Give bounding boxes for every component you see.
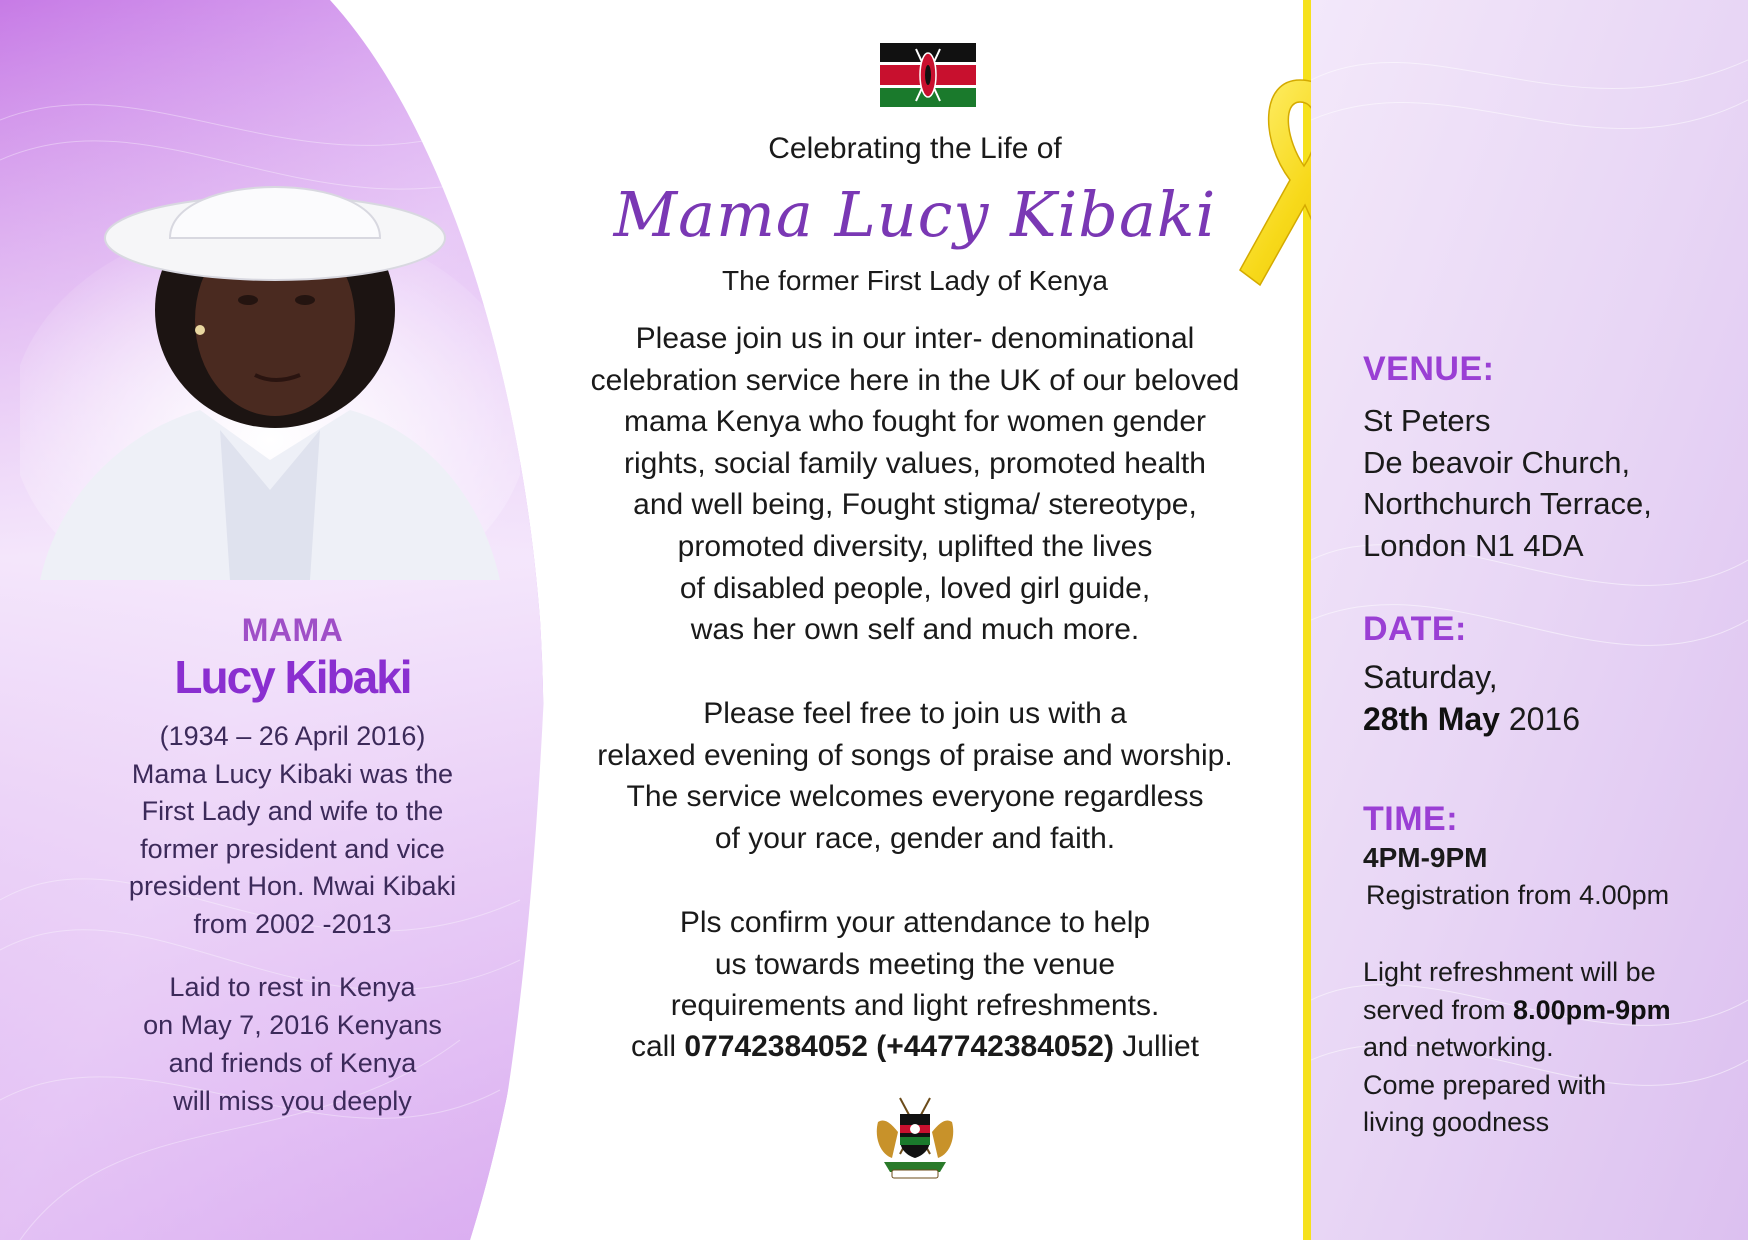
kenya-flag-icon <box>880 43 976 107</box>
rest-line: on May 7, 2016 Kenyans <box>143 1010 442 1040</box>
venue-heading: VENUE: <box>1363 350 1495 388</box>
refresh-prefix: served from <box>1363 994 1514 1025</box>
evening-line: Please feel free to join us with a <box>703 697 1127 730</box>
lucy-kibaki-name: Lucy Kibaki <box>174 651 411 703</box>
date-day: Saturday, <box>1363 659 1498 695</box>
invite-line: was her own self and much more. <box>690 613 1140 647</box>
kenya-coat-of-arms-icon <box>870 1092 960 1182</box>
venue-line: London N1 4DA <box>1363 527 1584 563</box>
call-prefix: call <box>631 1030 685 1063</box>
bio-text <box>100 718 485 943</box>
date-heading: DATE: <box>1363 610 1467 648</box>
invite-line: celebration service here in the UK of our beloved <box>590 363 1240 397</box>
evening-line: relaxed evening of songs of praise and worship. <box>597 738 1233 772</box>
celebrating-heading: Celebrating the Life of <box>768 132 1062 165</box>
call-contact-line <box>560 1030 1270 1064</box>
date-full <box>1363 698 1580 740</box>
laid-to-rest-text <box>100 968 485 1120</box>
evening-line: The service welcomes everyone regardless <box>626 780 1204 814</box>
time-heading: TIME: <box>1363 800 1459 838</box>
bio-line: from 2002 -2013 <box>193 908 392 939</box>
former-first-lady-subtitle: The former First Lady of Kenya <box>722 265 1108 296</box>
script-name-title: Mama Lucy Kibaki <box>613 178 1217 251</box>
bio-line: (1934 – 26 April 2016) <box>159 721 426 751</box>
venue-line: De beavoir Church, <box>1363 444 1631 480</box>
date-bold: 28th May <box>1363 701 1500 737</box>
refreshment-info <box>1363 954 1671 1142</box>
invite-paragraph <box>560 318 1270 651</box>
confirm-line: us towards meeting the venue <box>714 947 1116 981</box>
confirm-line: Pls confirm your attendance to help <box>679 906 1151 939</box>
invite-line: rights, social family values, promoted health <box>624 446 1206 480</box>
evening-line: of your race, gender and faith. <box>714 821 1116 855</box>
refresh-line: living goodness <box>1363 1107 1550 1137</box>
invite-line: Please join us in our inter- denominational <box>635 322 1195 355</box>
invite-line: of disabled people, loved girl guide, <box>679 571 1151 605</box>
right-panel <box>1311 0 1748 1240</box>
refresh-time: 8.00pm-9pm <box>1513 994 1671 1025</box>
refresh-line <box>1363 992 1671 1030</box>
phone-number[interactable]: 07742384052 (+447742384052) <box>684 1030 1114 1063</box>
venue-line: St Peters <box>1363 403 1491 438</box>
refresh-line: and networking. <box>1363 1032 1554 1062</box>
rest-line: will miss you deeply <box>173 1086 412 1116</box>
time-range: 4PM-9PM <box>1363 842 1488 873</box>
rest-line: and friends of Kenya <box>168 1048 417 1078</box>
bio-line: president Hon. Mwai Kibaki <box>128 871 457 901</box>
refresh-line: Come prepared with <box>1363 1069 1607 1100</box>
contact-name: Julliet <box>1113 1030 1199 1063</box>
confirm-paragraph <box>560 902 1270 1027</box>
rest-line: Laid to rest in Kenya <box>169 972 416 1002</box>
invite-line: mama Kenya who fought for women gender <box>624 405 1206 439</box>
date-year: 2016 <box>1499 701 1581 737</box>
bio-line: Mama Lucy Kibaki was the <box>131 758 454 789</box>
venue-line: Northchurch Terrace, <box>1363 486 1652 521</box>
confirm-line: requirements and light refreshments. <box>670 989 1160 1023</box>
center-panel <box>560 0 1305 1240</box>
portrait-photo <box>20 160 520 580</box>
left-panel <box>0 0 560 1240</box>
invite-line: promoted diversity, uplifted the lives <box>677 529 1153 563</box>
venue-address <box>1363 400 1652 566</box>
refresh-line: Light refreshment will be <box>1363 957 1656 987</box>
registration-time: Registration from 4.00pm <box>1366 880 1670 910</box>
mama-label: MAMA <box>241 612 344 648</box>
invite-line: and well being, Fought stigma/ stereotype, <box>633 488 1197 522</box>
bio-line: former president and vice <box>140 833 445 864</box>
date-value <box>1363 656 1580 740</box>
bio-line: First Lady and wife to the <box>141 796 444 826</box>
evening-paragraph <box>560 693 1270 859</box>
